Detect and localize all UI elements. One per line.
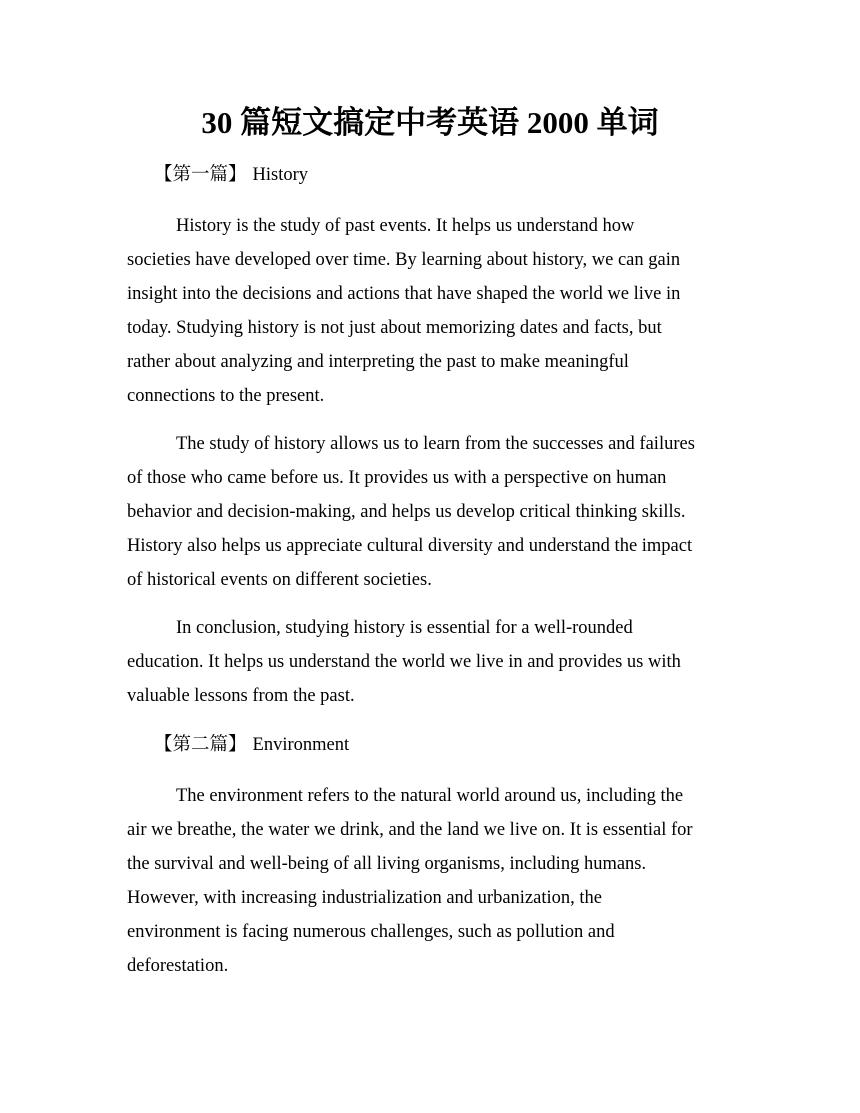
text-line: rather about analyzing and interpreting the past to make meaningful — [127, 352, 629, 372]
text-line: of historical events on different societies. — [127, 570, 432, 590]
text-line: History is the study of past events. It helps us understand how — [176, 216, 635, 236]
text-line: deforestation. — [127, 956, 229, 976]
section-title: Environment — [252, 735, 350, 755]
text-line: today. Studying history is not just about memorizing dates and facts, but — [127, 318, 662, 338]
text-line: valuable lessons from the past. — [127, 686, 355, 706]
text-line: air we breathe, the water we drink, and the land we live on. It is essential for — [127, 820, 693, 840]
paragraph — [127, 779, 733, 983]
text-line: insight into the decisions and actions that have shaped the world we live in — [127, 284, 681, 304]
text-line: The study of history allows us to learn from the successes and failures — [176, 434, 695, 454]
text-line: In conclusion, studying history is essential for a well-rounded — [176, 618, 633, 638]
text-line: education. It helps us understand the world we live in and provides us with — [127, 652, 681, 672]
text-line: connections to the present. — [127, 386, 325, 406]
paragraph — [127, 209, 733, 413]
paragraph — [127, 427, 733, 597]
section-title: History — [252, 165, 309, 185]
text-line: behavior and decision-making, and helps us develop critical thinking skills. — [127, 502, 686, 522]
text-line: societies have developed over time. By learning about history, we can gain — [127, 250, 681, 270]
text-line: However, with increasing industrialization and urbanization, the — [127, 888, 602, 908]
section-heading-history — [154, 163, 308, 187]
text-line: of those who came before us. It provides us with a perspective on human — [127, 468, 667, 488]
text-line: The environment refers to the natural world around us, including the — [176, 786, 684, 806]
section-marker: 【第一篇】 — [154, 165, 247, 185]
text-line: History also helps us appreciate cultural diversity and understand the impact — [127, 536, 693, 556]
document-title: 30 篇短文搞定中考英语 2000 单词 — [201, 105, 659, 140]
section-heading-environment — [154, 733, 349, 757]
text-line: the survival and well-being of all living organisms, including humans. — [127, 854, 647, 874]
section-marker: 【第二篇】 — [154, 735, 247, 755]
text-line: environment is facing numerous challenges, such as pollution and — [127, 922, 615, 942]
paragraph — [127, 611, 733, 713]
